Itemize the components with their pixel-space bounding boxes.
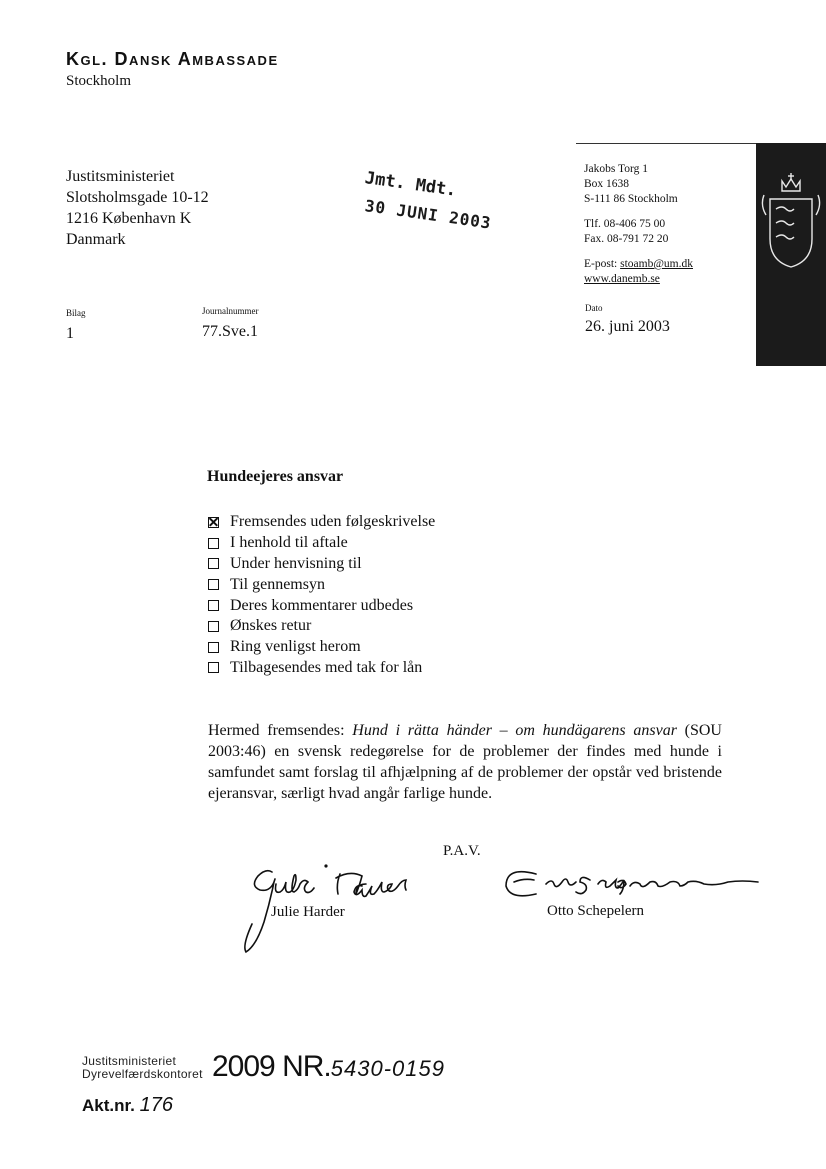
office-line: Dyrevelfærdskontoret xyxy=(82,1067,203,1081)
sender-box: Box 1638 xyxy=(584,178,630,190)
checklist-label: Ønskes retur xyxy=(230,617,312,635)
sender-fax: Fax. 08-791 72 20 xyxy=(584,233,669,245)
ministry-line: Justitsministeriet xyxy=(82,1054,177,1068)
checklist xyxy=(208,512,435,678)
case-number-stamp xyxy=(212,1050,445,1084)
sender-phone: Tlf. 08-406 75 00 xyxy=(584,218,666,230)
checkbox[interactable] xyxy=(208,600,219,611)
journal-value: 77.Sve.1 xyxy=(202,323,258,340)
body-paragraph xyxy=(208,720,722,804)
checkbox[interactable] xyxy=(208,538,219,549)
stamp-office: Jmt. Mdt. xyxy=(363,168,458,201)
email-link[interactable]: stoamb@um.dk xyxy=(620,258,693,270)
body-title: Hund i rätta händer – om hundägarens ansvar xyxy=(352,722,677,739)
signer-name-1: Julie Harder xyxy=(271,904,345,920)
sender-email-row xyxy=(584,257,693,272)
checklist-label: Ring venligst herom xyxy=(230,638,361,656)
crest-icon xyxy=(756,143,826,366)
sender-divider xyxy=(576,143,757,144)
pav-label: P.A.V. xyxy=(443,843,481,859)
bilag-value: 1 xyxy=(66,325,74,342)
checklist-label: Tilbagesendes med tak for lån xyxy=(230,658,423,676)
recipient-line: 1216 København K xyxy=(66,210,192,227)
subject-heading: Hundeejeres ansvar xyxy=(207,468,344,485)
date-value: 26. juni 2003 xyxy=(585,318,670,335)
sender-address xyxy=(584,162,693,287)
checkbox[interactable] xyxy=(208,621,219,632)
received-stamp xyxy=(363,168,493,233)
stamp-date: 30 JUNI 2003 xyxy=(363,196,493,233)
case-number-prefix: 2009 NR. xyxy=(212,1050,331,1083)
body-suffix: (SOU 2003:46) en svensk redegørelse for de problemer der findes med hunde i samfundet samt forslag til afhjælpning af de problemer der opstår ved bristende ejeransvar, særligt hvad angår farlige hunde. xyxy=(208,722,722,802)
recipient-line: Danmark xyxy=(66,231,126,248)
checklist-item[interactable] xyxy=(208,637,435,658)
checklist-label: Fremsendes uden følgeskrivelse xyxy=(230,513,436,531)
ministry-stamp xyxy=(82,1055,203,1081)
recipient-address xyxy=(66,166,209,250)
checkbox[interactable] xyxy=(208,558,219,569)
checklist-label: Deres kommentarer udbedes xyxy=(230,596,414,614)
checklist-item[interactable] xyxy=(208,574,435,595)
journal-label: Journalnummer xyxy=(202,306,259,316)
email-label: E-post: xyxy=(584,258,618,270)
recipient-line: Slotsholmsgade 10-12 xyxy=(66,189,209,206)
recipient-line: Justitsministeriet xyxy=(66,168,175,185)
checklist-item[interactable] xyxy=(208,595,435,616)
body-prefix: Hermed fremsendes: xyxy=(208,722,353,739)
date-label: Dato xyxy=(585,303,603,313)
akt-number xyxy=(82,1094,173,1117)
checklist-item[interactable] xyxy=(208,533,435,554)
checkbox[interactable] xyxy=(208,517,219,528)
checklist-label: Under henvisning til xyxy=(230,554,362,572)
checkbox[interactable] xyxy=(208,662,219,673)
case-number-handwritten: 5430-0159 xyxy=(330,1056,445,1081)
bilag-label: Bilag xyxy=(66,308,86,318)
checklist-item[interactable] xyxy=(208,512,435,533)
sender-postal: S-111 86 Stockholm xyxy=(584,193,678,205)
checkbox[interactable] xyxy=(208,579,219,590)
signer-name-2: Otto Schepelern xyxy=(547,903,645,919)
checkbox[interactable] xyxy=(208,642,219,653)
checklist-item[interactable] xyxy=(208,616,435,637)
checklist-label: I henhold til aftale xyxy=(230,534,348,552)
website-link[interactable]: www.danemb.se xyxy=(584,273,660,285)
akt-value: 176 xyxy=(139,1094,174,1116)
sender-street: Jakobs Torg 1 xyxy=(584,163,648,175)
checklist-item[interactable] xyxy=(208,658,435,679)
coat-of-arms-bar xyxy=(756,143,826,366)
embassy-city: Stockholm xyxy=(66,73,132,89)
akt-label: Akt.nr. xyxy=(82,1096,135,1115)
checklist-item[interactable] xyxy=(208,554,435,575)
checklist-label: Til gennemsyn xyxy=(230,575,325,593)
embassy-name: Kgl. Dansk Ambassade xyxy=(66,49,279,69)
